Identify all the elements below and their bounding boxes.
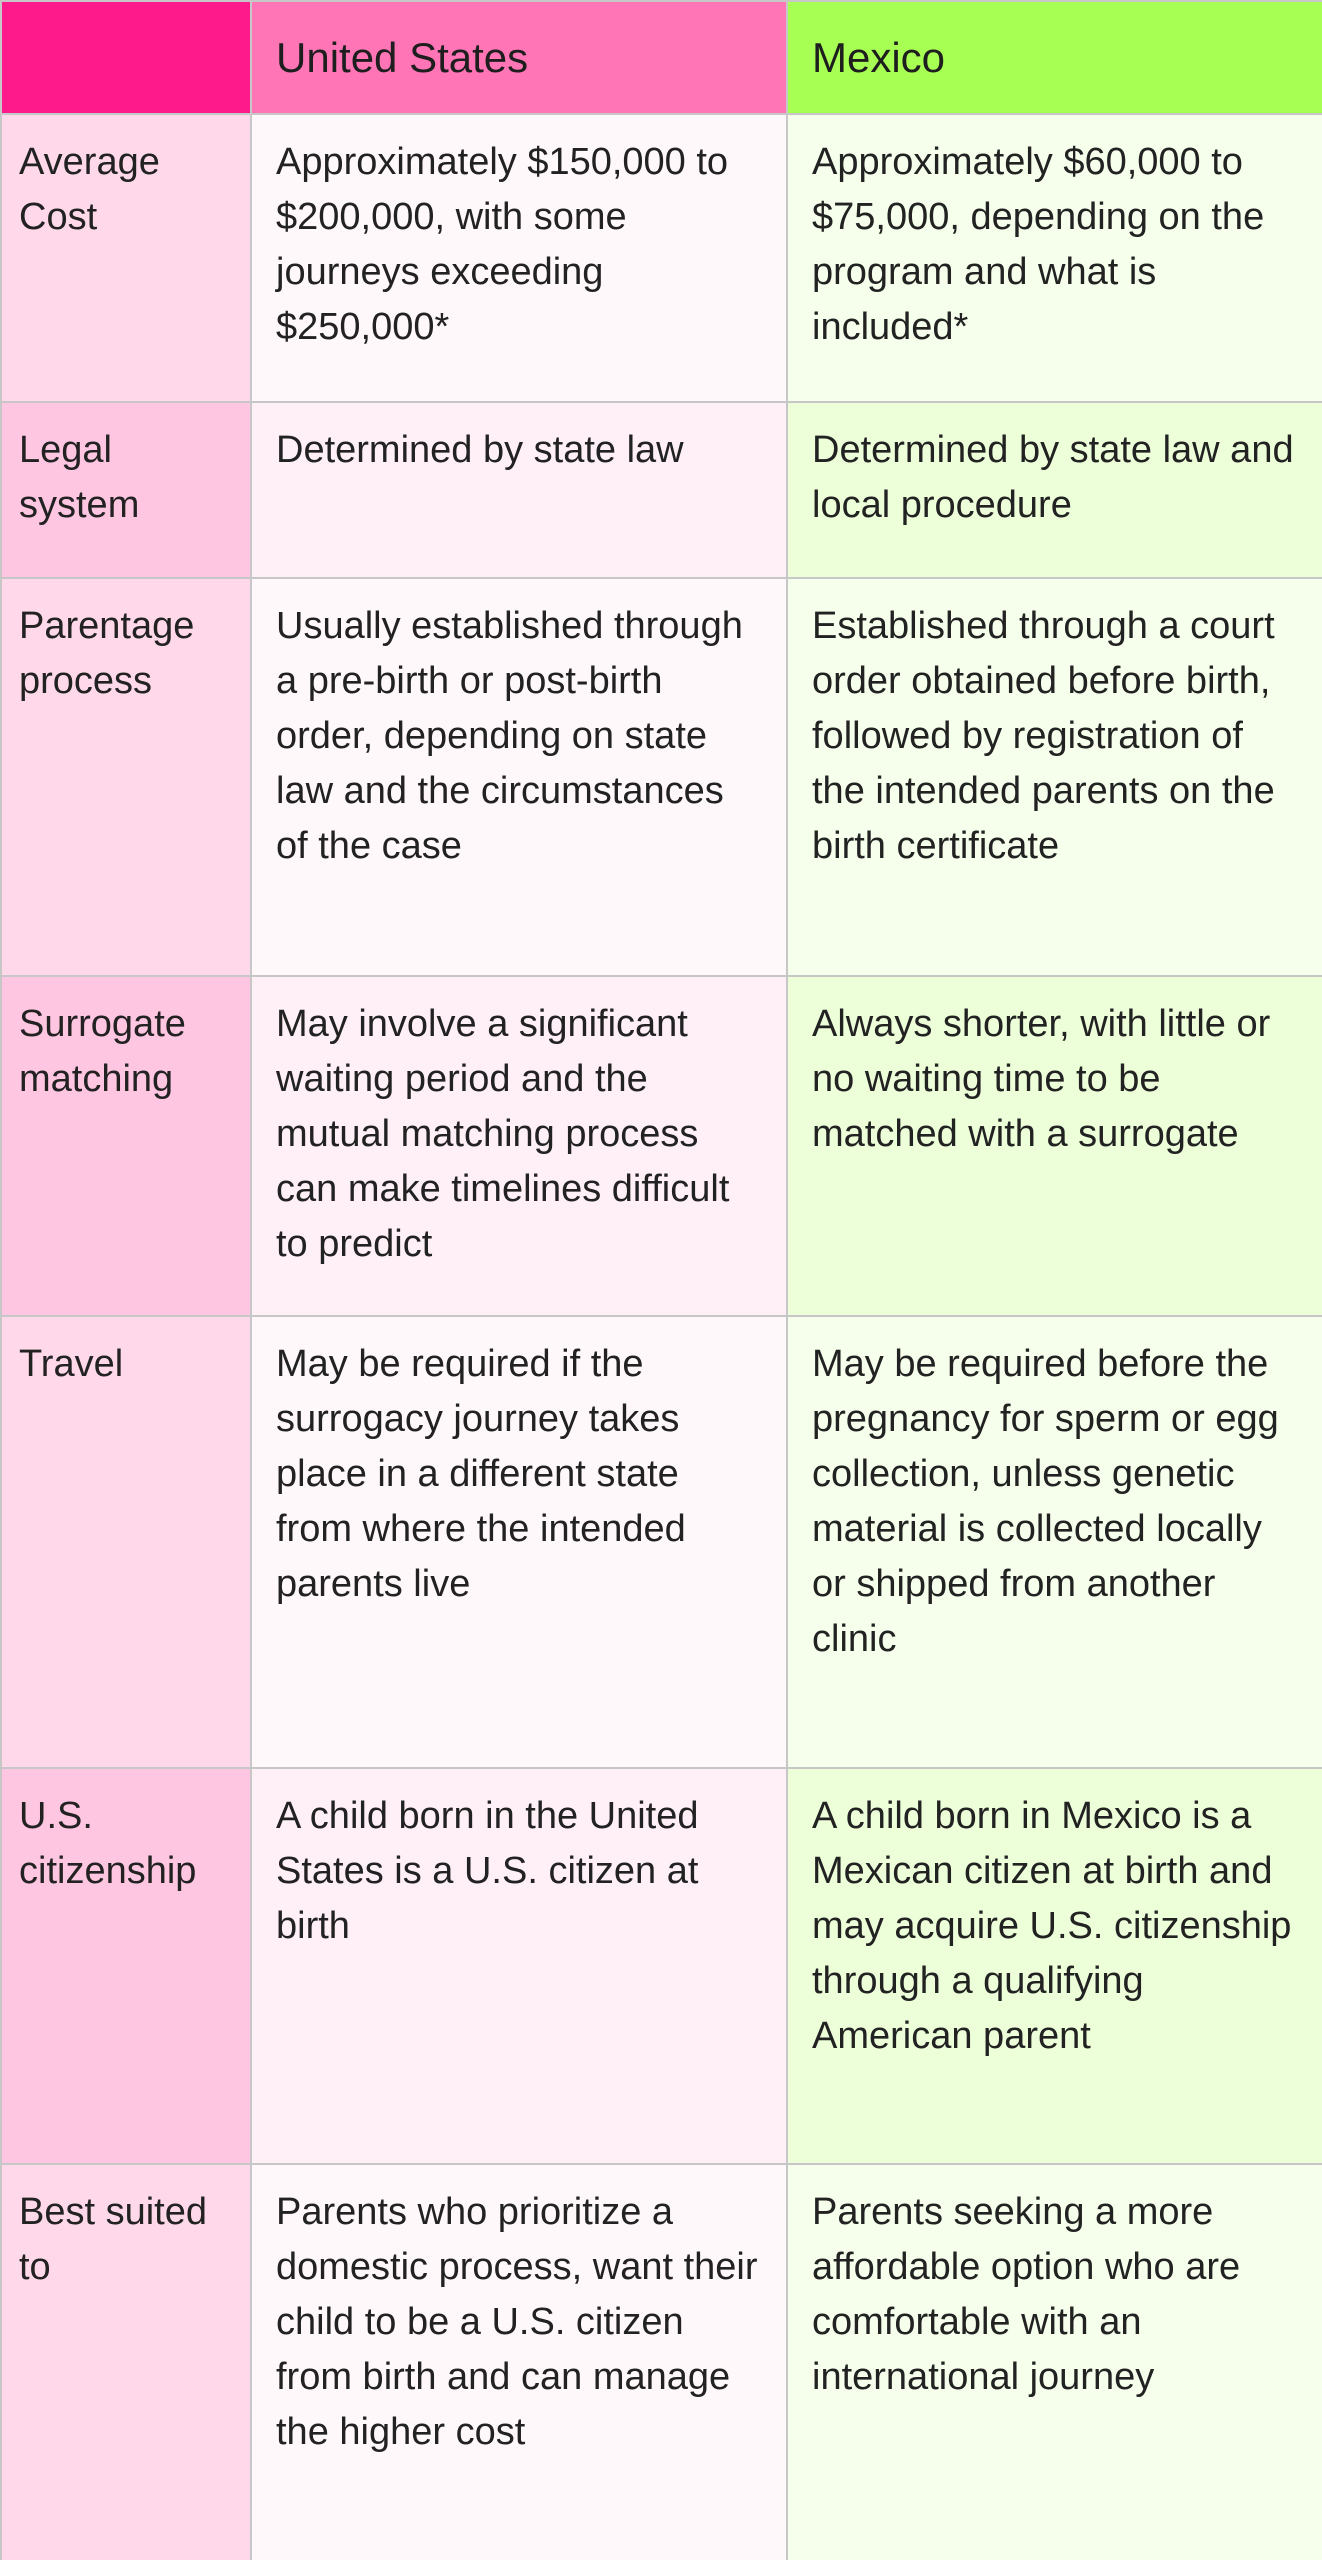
row-label-travel: Travel [1,1316,251,1768]
table-row [1,1316,1322,1768]
cell-us-parentage-process: Usually established through a pre-birth or post-birth order, depending on state law and the circumstances of the case [251,578,787,976]
header-row [1,1,1322,114]
cell-mexico-travel: May be required before the pregnancy for sperm or egg collection, unless genetic material is collected locally or shipped from another clinic [787,1316,1322,1768]
table-row [1,976,1322,1316]
cell-us-best-suited-to: Parents who prioritize a domestic process, want their child to be a U.S. citizen from birth and can manage the higher cost [251,2164,787,2560]
row-label-parentage-process: Parentage process [1,578,251,976]
table-row [1,402,1322,578]
row-label-us-citizenship: U.S. citizenship [1,1768,251,2164]
cell-mexico-legal-system: Determined by state law and local procedure [787,402,1322,578]
cell-us-legal-system: Determined by state law [251,402,787,578]
cell-mexico-best-suited-to: Parents seeking a more affordable option who are comfortable with an international journey [787,2164,1322,2560]
table-row [1,2164,1322,2560]
cell-us-travel: May be required if the surrogacy journey takes place in a different state from where the intended parents live [251,1316,787,1768]
header-mexico: Mexico [787,1,1322,114]
row-label-legal-system: Legal system [1,402,251,578]
table-row [1,578,1322,976]
cell-us-us-citizenship: A child born in the United States is a U.S. citizen at birth [251,1768,787,2164]
cell-us-average-cost: Approximately $150,000 to $200,000, with some journeys exceeding $250,000* [251,114,787,402]
header-united-states: United States [251,1,787,114]
row-label-best-suited-to: Best suited to [1,2164,251,2560]
table-row [1,1768,1322,2164]
cell-us-surrogate-matching: May involve a significant waiting period and the mutual matching process can make timelines difficult to predict [251,976,787,1316]
cell-mexico-average-cost: Approximately $60,000 to $75,000, depending on the program and what is included* [787,114,1322,402]
cell-mexico-surrogate-matching: Always shorter, with little or no waiting time to be matched with a surrogate [787,976,1322,1316]
row-label-average-cost: Average Cost [1,114,251,402]
row-label-surrogate-matching: Surrogate matching [1,976,251,1316]
cell-mexico-parentage-process: Established through a court order obtained before birth, followed by registration of the intended parents on the birth certificate [787,578,1322,976]
table-row [1,114,1322,402]
header-corner-cell [1,1,251,114]
cell-mexico-us-citizenship: A child born in Mexico is a Mexican citizen at birth and may acquire U.S. citizenship through a qualifying American parent [787,1768,1322,2164]
